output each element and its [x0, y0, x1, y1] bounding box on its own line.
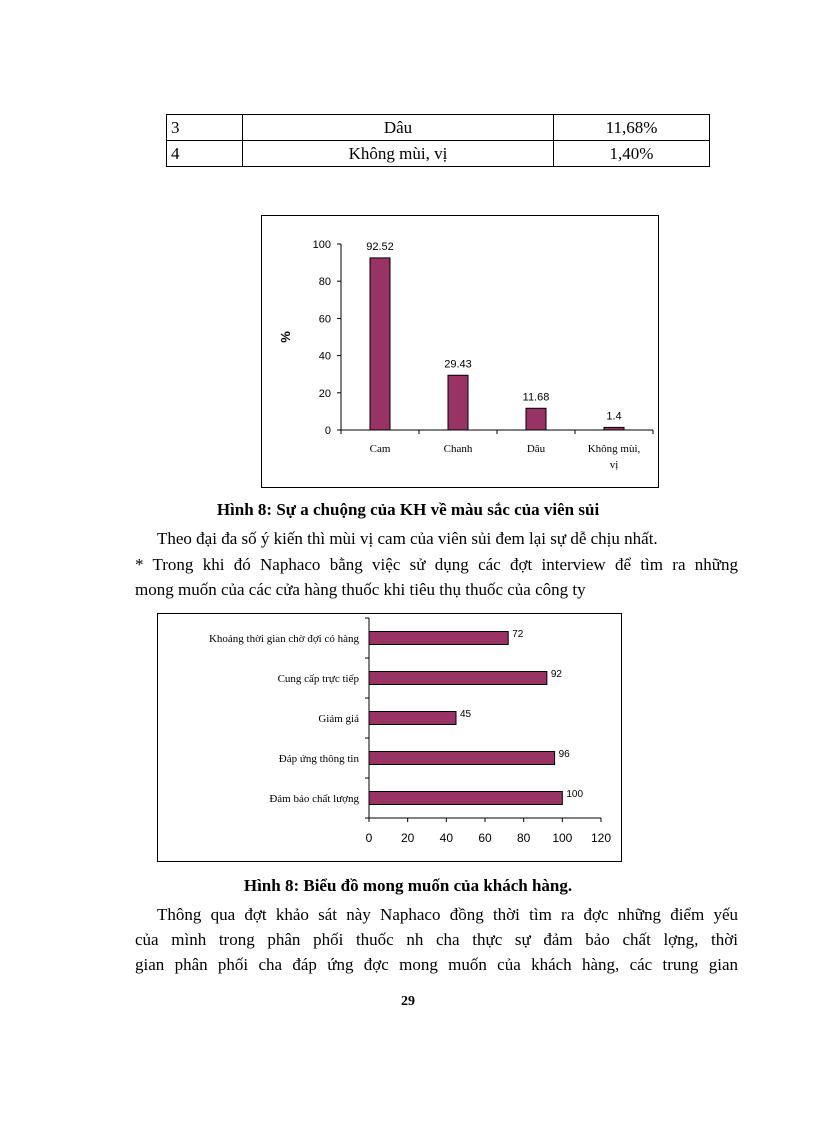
paragraph-2	[135, 552, 738, 602]
x-tick-label: 80	[516, 831, 531, 845]
paragraph-line: của mình trong phân phối thuốc nh cha thực sự đảm bảo chất lợng, thời	[135, 930, 738, 949]
flavor-chart-canvas	[262, 216, 658, 487]
y-tick-label: 80	[318, 276, 331, 289]
bar	[369, 752, 555, 765]
y-tick-label: Giảm giá	[318, 713, 359, 725]
customer-wishes-chart	[157, 613, 622, 862]
figure-caption-2: Hình 8: Biểu đồ mong muốn của khách hàng.	[243, 876, 573, 895]
row-flavor: Không mùi, vị	[243, 141, 554, 167]
row-percent: 1,40%	[554, 141, 710, 167]
x-tick-label: 40	[439, 831, 454, 845]
paragraph-line: Thông qua đợt khảo sát này Naphaco đồng thời tìm ra đợc những điểm yếu	[157, 905, 738, 924]
data-label: 72	[512, 629, 524, 640]
bar	[448, 375, 468, 430]
x-tick-label: vị	[609, 459, 619, 471]
row-percent: 11,68%	[554, 115, 710, 141]
paragraph-3	[135, 902, 738, 977]
data-label: 1.4	[606, 410, 622, 423]
y-tick-label: Cung cấp trực tiếp	[277, 673, 359, 685]
x-tick-label: 120	[590, 831, 612, 845]
x-tick-label: Cam	[369, 443, 391, 455]
paragraph-line: * Trong khi đó Naphaco bằng việc sử dụng các đợt interview để tìm ra những	[135, 555, 738, 574]
paragraph-line: mong muốn của các cửa hàng thuốc khi tiêu thụ thuốc của công ty	[135, 580, 586, 599]
x-tick-label: 100	[552, 831, 573, 845]
x-tick-label: 60	[478, 831, 492, 845]
bar	[369, 792, 562, 805]
data-label: 100	[566, 789, 584, 800]
bar	[369, 712, 456, 725]
x-tick-label: 0	[365, 831, 373, 845]
x-tick-label: 20	[400, 831, 415, 845]
flavor-preference-chart	[261, 215, 659, 488]
bar	[370, 258, 390, 430]
y-tick-label: 0	[324, 425, 331, 437]
wishes-chart-canvas	[158, 614, 621, 861]
bar	[369, 672, 547, 685]
y-tick-label: Đảm bảo chất lượng	[269, 793, 359, 805]
paragraph-line: gian phân phối cha đáp ứng đợc mong muốn của khách hàng, các trung gian	[135, 955, 738, 974]
paragraph-1	[135, 526, 738, 551]
bar	[369, 632, 508, 645]
x-tick-label: Không mùi,	[587, 443, 641, 455]
y-tick-label: 40	[318, 350, 331, 363]
y-tick-label: 20	[318, 387, 331, 400]
x-tick-label: Chanh	[443, 443, 473, 455]
table-row	[167, 141, 710, 167]
data-label: 45	[460, 709, 472, 720]
data-label: 96	[558, 749, 570, 760]
x-tick-label: Dâu	[526, 443, 546, 455]
data-label: 92	[550, 669, 562, 680]
row-number: 3	[167, 115, 243, 141]
figure-caption-1: Hình 8: Sự a chuộng của KH về màu sắc của viên sủi	[216, 500, 600, 519]
y-tick-label: Khoảng thời gian chờ đợi có hàng	[208, 633, 359, 645]
data-label: 11.68	[522, 391, 550, 404]
row-number: 4	[167, 141, 243, 167]
bar	[526, 408, 546, 430]
y-tick-label: 60	[318, 313, 331, 326]
data-label: 29.43	[444, 358, 472, 371]
table-row	[167, 115, 710, 141]
data-label: 92.52	[366, 240, 394, 253]
y-tick-label: 100	[312, 239, 331, 251]
y-tick-label: Đáp ứng thông tin	[278, 753, 359, 765]
paragraph-line: Theo đại đa số ý kiến thì mùi vị cam của viên sủi đem lại sự dễ chịu nhất.	[157, 529, 658, 548]
bar	[604, 427, 624, 430]
y-axis-label: %	[278, 331, 293, 343]
page-number: 29	[401, 994, 415, 1009]
flavor-table	[166, 114, 710, 167]
row-flavor: Dâu	[243, 115, 554, 141]
